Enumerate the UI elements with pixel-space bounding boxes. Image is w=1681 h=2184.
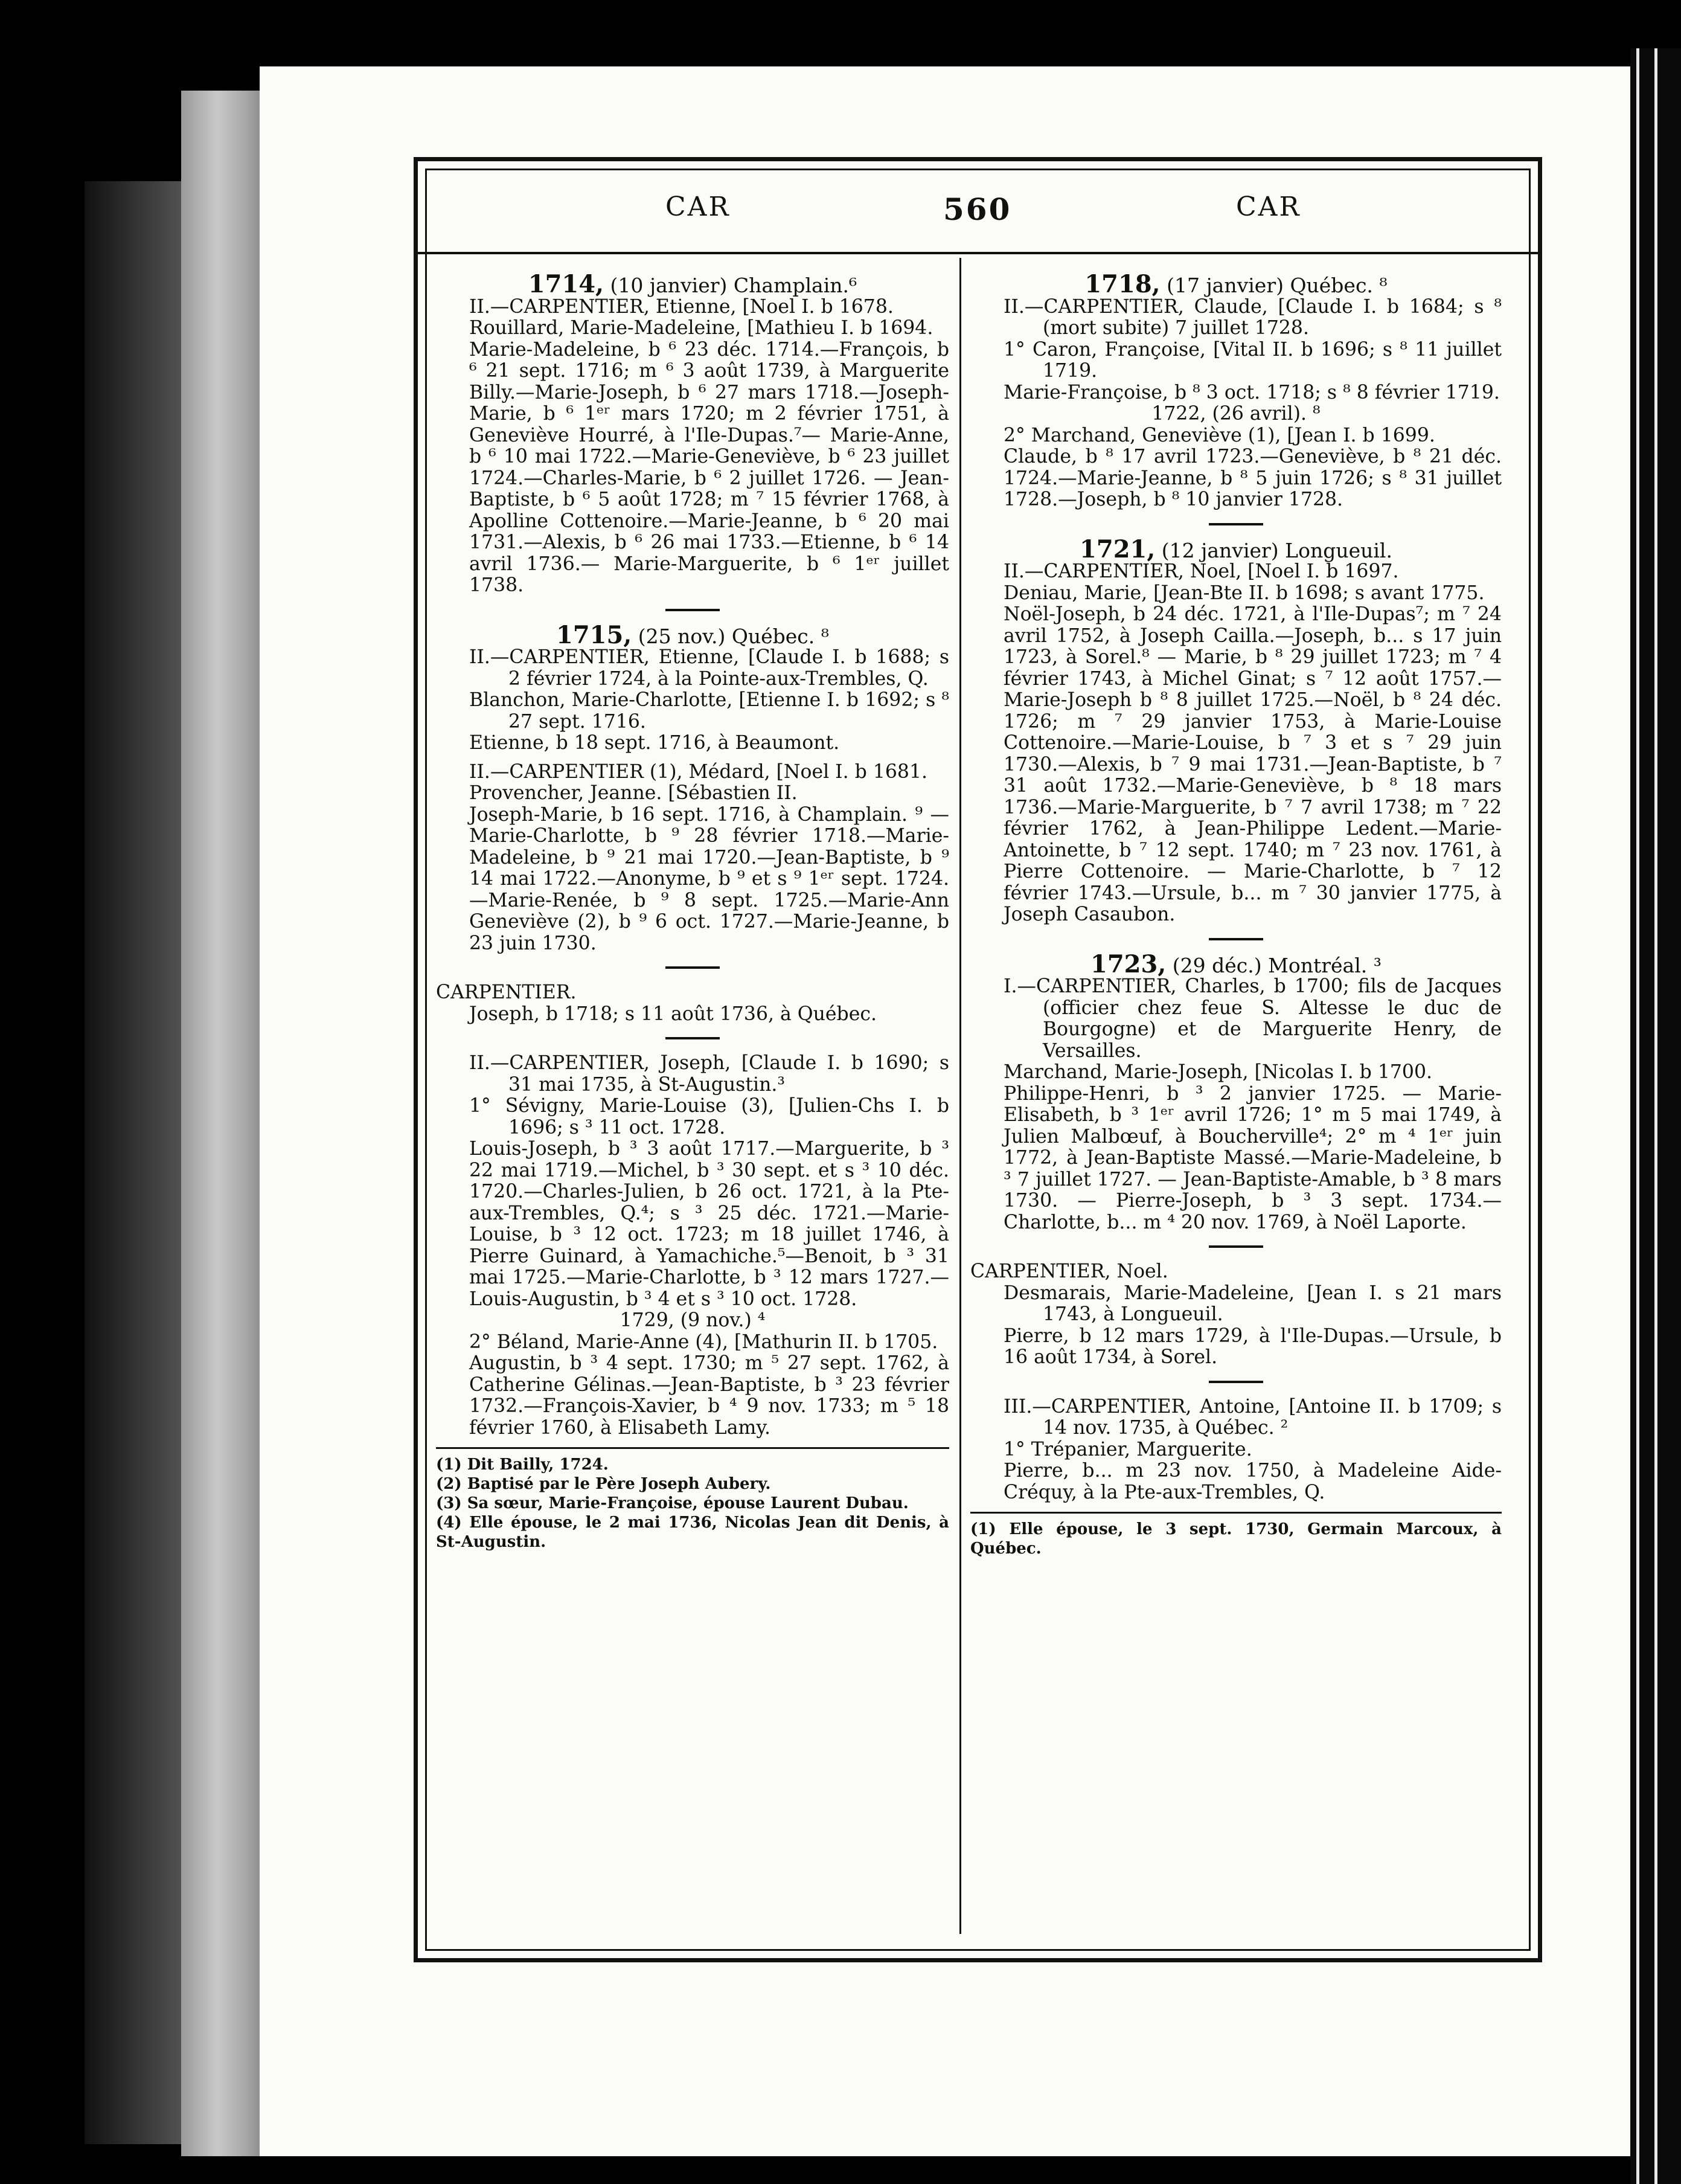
- entry-date-heading: [436, 270, 949, 298]
- section-rule: [665, 966, 720, 969]
- marriage-date: 1729, (9 nov.) ⁴: [620, 1309, 766, 1331]
- genealogy-entry-line: Provencher, Jeanne. [Sébastien II.: [469, 782, 798, 804]
- binding-shadow: [85, 181, 187, 2144]
- header-rule: [418, 252, 1538, 254]
- genealogy-entry-line: Desmarais, Marie-Madeleine, [Jean I. s 21 mars 1743, à Longueuil.: [1004, 1282, 1502, 1325]
- children-list: Louis-Joseph, b ³ 3 août 1717.—Marguerite, b ³ 22 mai 1719.—Michel, b ³ 30 sept. et s ³ 10 déc. 1720.—Charles-Julien, b 26 oct. 1721, à la Pte-aux-Trembles, Q.⁴; s ³ 25 déc. 1721.—Marie-Louise, b ³ 12 oct. 1723; m 18 juillet 1746, à Pierre Guinard, à Yamachiche.⁵—Benoit, b ³ 31 mai 1725.—Marie-Charlotte, b ³ 12 mars 1727.—Louis-Augustin, b ³ 4 et s ³ 10 oct. 1728.: [469, 1138, 949, 1310]
- genealogy-entry-line: II.—CARPENTIER, Etienne, [Claude I. b 1688; s 2 février 1724, à la Pointe-aux-Trembles, Q.: [469, 646, 949, 690]
- entry-date-heading: [970, 535, 1502, 564]
- genealogy-entry-line: Rouillard, Marie-Madeleine, [Mathieu I. b 1694.: [469, 317, 933, 339]
- page-frame: [414, 157, 1542, 1962]
- entry-year: 1723,: [1090, 949, 1167, 978]
- running-header: [418, 161, 1538, 255]
- genealogy-entry-line: II.—CARPENTIER, Etienne, [Noel I. b 1678.: [469, 295, 894, 318]
- genealogy-entry-line: II.—CARPENTIER, Noel, [Noel I. b 1697.: [1004, 560, 1399, 582]
- section-rule: [665, 1037, 720, 1039]
- book-binding: [181, 91, 272, 2156]
- genealogy-entry-line: 1° Caron, Françoise, [Vital II. b 1696; s ⁸ 11 juillet 1719.: [1004, 338, 1502, 382]
- left-column: [436, 270, 949, 1958]
- footnote-rule: [436, 1447, 949, 1449]
- genealogy-entry-line: III.—CARPENTIER, Antoine, [Antoine II. b 1709; s 14 nov. 1735, à Québec. ²: [1004, 1395, 1502, 1439]
- section-rule: [1209, 523, 1263, 525]
- entry-date-heading: [970, 270, 1502, 298]
- footnote: (2) Baptisé par le Père Joseph Aubery.: [436, 1475, 771, 1493]
- page-number: 560: [943, 191, 1012, 227]
- section-rule: [1209, 1245, 1263, 1248]
- right-page-edge: [1630, 48, 1681, 2184]
- genealogy-entry-line: 1° Sévigny, Marie-Louise (3), [Julien-Chs I. b 1696; s ³ 11 oct. 1728.: [469, 1095, 949, 1139]
- children-list: Joseph, b 1718; s 11 août 1736, à Québec.: [469, 1003, 877, 1025]
- footnote: (3) Sa sœur, Marie-Françoise, épouse Laurent Dubau.: [436, 1494, 909, 1512]
- footnote: (4) Elle épouse, le 2 mai 1736, Nicolas Jean dit Denis, à St-Augustin.: [436, 1514, 949, 1551]
- children-list: Marie-Françoise, b ⁸ 3 oct. 1718; s ⁸ 8 février 1719.: [1004, 381, 1500, 403]
- genealogy-entry-line: Marchand, Marie-Joseph, [Nicolas I. b 1700.: [1004, 1061, 1432, 1083]
- entry-date-place: (12 janvier) Longueuil.: [1155, 538, 1392, 562]
- children-list: Philippe-Henri, b ³ 2 janvier 1725. — Marie-Elisabeth, b ³ 1ᵉʳ avril 1726; 1° m 5 mai 1749, à Julien Malbœuf, à Boucherville⁴; 2° m ⁴ 1ᵉʳ juin 1772, à Jean-Baptiste Massé.—Marie-Madeleine, b ³ 7 juillet 1727. — Jean-Baptiste-Amable, b ³ 8 mars 1730. — Pierre-Joseph, b ³ 3 sept. 1734.—Charlotte, b... m ⁴ 20 nov. 1769, à Noël Laporte.: [1004, 1082, 1502, 1233]
- section-rule: [665, 609, 720, 611]
- genealogy-entry-line: Blanchon, Marie-Charlotte, [Etienne I. b 1692; s ⁸ 27 sept. 1716.: [469, 689, 949, 733]
- book-page: [260, 66, 1673, 2156]
- footnote: (1) Dit Bailly, 1724.: [436, 1456, 609, 1474]
- footnote-rule: [970, 1512, 1502, 1514]
- entry-year: 1718,: [1084, 270, 1161, 298]
- entry-date-place: (25 nov.) Québec. ⁸: [632, 624, 829, 648]
- genealogy-entry-line: 2° Béland, Marie-Anne (4), [Mathurin II. b 1705.: [469, 1331, 938, 1353]
- spacer: [436, 754, 949, 762]
- entry-date-heading: [970, 949, 1502, 978]
- genealogy-entry-line: 2° Marchand, Geneviève (1), [Jean I. b 1699.: [1004, 424, 1435, 446]
- genealogy-entry-line: Deniau, Marie, [Jean-Bte II. b 1698; s avant 1775.: [1004, 582, 1485, 604]
- genealogy-entry-line: II.—CARPENTIER, Joseph, [Claude I. b 1690; s 31 mai 1735, à St-Augustin.³: [469, 1052, 949, 1096]
- entry-date-place: (29 déc.) Montréal. ³: [1166, 953, 1382, 977]
- entry-date-place: (17 janvier) Québec. ⁸: [1160, 274, 1388, 297]
- children-list: Pierre, b... m 23 nov. 1750, à Madeleine Aide-Créquy, à la Pte-aux-Trembles, Q.: [1004, 1460, 1502, 1503]
- genealogy-entry-line: I.—CARPENTIER, Charles, b 1700; fils de Jacques (officier chez feue S. Altesse le duc de Bourgogne) et de Marguerite Henry, de Versailles.: [1004, 975, 1502, 1062]
- section-rule: [1209, 1381, 1263, 1383]
- section-rule: [1209, 938, 1263, 940]
- genealogy-entry-line: 1° Trépanier, Marguerite.: [1004, 1438, 1252, 1460]
- children-list: Joseph-Marie, b 16 sept. 1716, à Champlain. ⁹ —Marie-Charlotte, b ⁹ 28 février 1718.—Marie-Madeleine, b ⁹ 21 mai 1720.—Jean-Baptiste, b ⁹ 14 mai 1722.—Anonyme, b ⁹ et s ⁹ 1ᵉʳ sept. 1724. —Marie-Renée, b ⁹ 8 sept. 1725.—Marie-Ann Geneviève (2), b ⁹ 6 oct. 1727.—Marie-Jeanne, b 23 juin 1730.: [469, 803, 949, 954]
- children-list: Pierre, b 12 mars 1729, à l'Ile-Dupas.—Ursule, b 16 août 1734, à Sorel.: [1004, 1325, 1502, 1368]
- surname-heading: CARPENTIER, Noel.: [970, 1261, 1168, 1282]
- entry-year: 1714,: [528, 270, 604, 298]
- children-list: Marie-Madeleine, b ⁶ 23 déc. 1714.—François, b ⁶ 21 sept. 1716; m ⁶ 3 août 1739, à Marguerite Billy.—Marie-Joseph, b ⁶ 27 mars 1718.—Joseph-Marie, b ⁶ 1ᵉʳ mars 1720; m 2 février 1751, à Geneviève Hourré, à l'Ile-Dupas.⁷— Marie-Anne, b ⁶ 10 mai 1722.—Marie-Geneviève, b ⁶ 23 juillet 1724.—Charles-Marie, b ⁶ 2 juillet 1726. — Jean-Baptiste, b ⁶ 5 août 1728; m ⁷ 15 février 1768, à Apolline Cottenoire.—Marie-Jeanne, b ⁶ 20 mai 1731.—Alexis, b ⁶ 26 mai 1733.—Etienne, b ⁶ 14 avril 1736.— Marie-Marguerite, b ⁶ 1ᵉʳ juillet 1738.: [469, 338, 949, 596]
- entry-year: 1721,: [1080, 535, 1156, 564]
- entry-date-place: (10 janvier) Champlain.⁶: [604, 274, 857, 297]
- column-divider: [959, 258, 961, 1934]
- footnote: (1) Elle épouse, le 3 sept. 1730, Germain Marcoux, à Québec.: [970, 1520, 1502, 1558]
- children-list: Claude, b ⁸ 17 avril 1723.—Geneviève, b ⁸ 21 déc. 1724.—Marie-Jeanne, b ⁸ 5 juin 1726; s ⁸ 31 juillet 1728.—Joseph, b ⁸ 10 janvier 1728.: [1004, 446, 1502, 510]
- children-list: Etienne, b 18 sept. 1716, à Beaumont.: [469, 732, 840, 754]
- right-column: [970, 270, 1502, 1958]
- entry-date-heading: [436, 620, 949, 649]
- header-right-word: CAR: [1236, 191, 1301, 222]
- genealogy-entry-line: II.—CARPENTIER (1), Médard, [Noel I. b 1681.: [469, 760, 927, 783]
- surname-heading: CARPENTIER.: [436, 981, 577, 1003]
- header-left-word: CAR: [665, 191, 731, 222]
- genealogy-entry-line: II.—CARPENTIER, Claude, [Claude I. b 1684; s ⁸ (mort subite) 7 juillet 1728.: [1004, 295, 1502, 339]
- children-list: Noël-Joseph, b 24 déc. 1721, à l'Ile-Dupas⁷; m ⁷ 24 avril 1752, à Joseph Cailla.—Joseph, b... s 17 juin 1723, à Sorel.⁸ — Marie, b ⁸ 29 juillet 1723; m ⁷ 4 février 1743, à Michel Ginat; s ⁷ 12 août 1757.—Marie-Joseph b ⁸ 8 juillet 1725.—Noël, b ⁸ 24 déc. 1726; m ⁷ 29 janvier 1753, à Marie-Louise Cottenoire.—Marie-Louise, b ⁷ 3 et s ⁷ 29 juin 1730.—Alexis, b ⁷ 9 mai 1731.—Jean-Baptiste, b ⁷ 31 août 1732.—Marie-Geneviève, b ⁸ 18 mars 1736.—Marie-Marguerite, b ⁷ 7 avril 1738; m ⁷ 22 février 1762, à Jean-Philippe Ledent.—Marie-Antoinette, b ⁷ 12 sept. 1740; m ⁷ 23 nov. 1761, à Pierre Cottenoire. — Marie-Charlotte, b ⁷ 12 février 1743.—Ursule, b... m ⁷ 30 janvier 1775, à Joseph Casaubon.: [1004, 603, 1502, 925]
- marriage-date: 1722, (26 avril). ⁸: [1151, 403, 1321, 425]
- entry-year: 1715,: [556, 620, 632, 649]
- children-list: Augustin, b ³ 4 sept. 1730; m ⁵ 27 sept. 1762, à Catherine Gélinas.—Jean-Baptiste, b ³ 23 février 1732.—François-Xavier, b ⁴ 9 nov. 1733; m ⁵ 18 février 1760, à Elisabeth Lamy.: [469, 1352, 949, 1439]
